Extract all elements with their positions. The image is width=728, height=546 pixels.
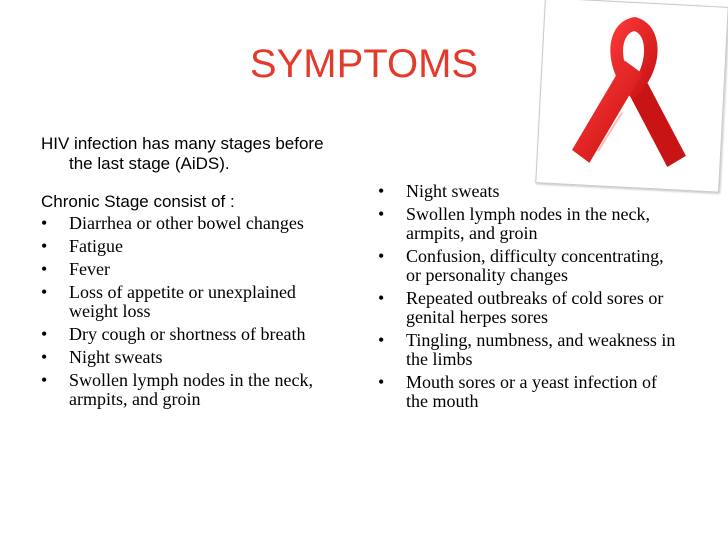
- right-column: [378, 180, 678, 415]
- list-item: • Confusion, difficulty concentrating, or personality changes: [378, 247, 678, 285]
- list-item: • Loss of appetite or unexplained weight loss: [41, 283, 341, 321]
- list-item: • Night sweats: [378, 182, 678, 201]
- list-item: • Fever: [41, 260, 341, 279]
- list-item: • Fatigue: [41, 237, 341, 256]
- slide-title: SYMPTOMS: [249, 42, 479, 86]
- left-symptom-list: [41, 214, 341, 409]
- intro-text: HIV infection has many stages before the last stage (AiDS).: [41, 134, 324, 173]
- list-item: • Swollen lymph nodes in the neck, armpits, and groin: [378, 205, 678, 243]
- list-item: • Swollen lymph nodes in the neck, armpits, and groin: [41, 371, 341, 409]
- list-item: • Diarrhea or other bowel changes: [41, 214, 341, 233]
- list-item: • Mouth sores or a yeast infection of the mouth: [378, 373, 678, 411]
- red-ribbon-icon: [536, 0, 727, 192]
- list-item: • Night sweats: [41, 348, 341, 367]
- subheading: Chronic Stage consist of :: [41, 192, 235, 211]
- red-ribbon-picture: [535, 0, 728, 193]
- list-item: • Dry cough or shortness of breath: [41, 325, 341, 344]
- left-column: [41, 134, 341, 413]
- right-symptom-list: [378, 182, 678, 411]
- list-item: • Tingling, numbness, and weakness in the limbs: [378, 331, 678, 369]
- list-item: • Repeated outbreaks of cold sores or genital herpes sores: [378, 289, 678, 327]
